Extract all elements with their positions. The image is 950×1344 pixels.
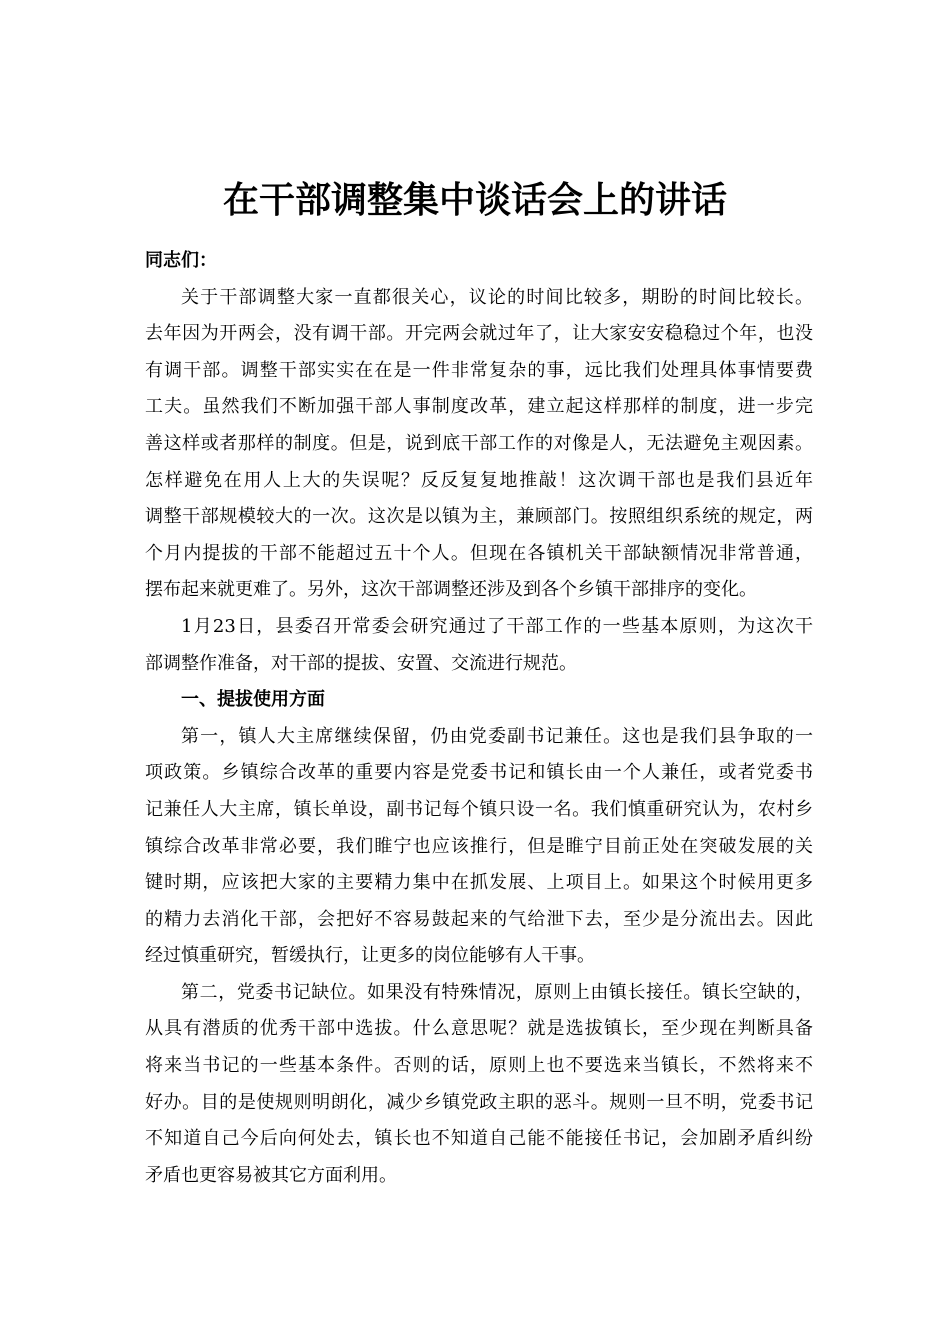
paragraph-line: 好办。目的是使规则明朗化，减少乡镇党政主职的恶斗。规则一旦不明，党委书记 (145, 1091, 813, 1113)
paragraph-line: 1月23日，县委召开常委会研究通过了干部工作的一些基本原则，为这次干 (181, 615, 813, 637)
paragraph-line: 调整干部规模较大的一次。这次是以镇为主，兼顾部门。按照组织系统的规定，两 (145, 506, 813, 528)
paragraph-line: 工夫。虽然我们不断加强干部人事制度改革，建立起这样那样的制度，进一步完 (145, 396, 813, 418)
paragraph-line: 项政策。乡镇综合改革的重要内容是党委书记和镇长由一个人兼任，或者党委书 (145, 762, 813, 784)
paragraph-line: 关于干部调整大家一直都很关心，议论的时间比较多，期盼的时间比较长。 (181, 286, 813, 308)
paragraph-line: 的精力去消化干部，会把好不容易鼓起来的气给泄下去，至少是分流出去。因此 (145, 908, 813, 930)
paragraph-line: 第二，党委书记缺位。如果没有特殊情况，原则上由镇长接任。镇长空缺的， (181, 981, 813, 1003)
paragraph-line: 矛盾也更容易被其它方面利用。 (145, 1164, 397, 1186)
paragraph-line: 记兼任人大主席，镇长单设，副书记每个镇只设一名。我们慎重研究认为，农村乡 (145, 798, 813, 820)
salutation: 同志们： (145, 250, 217, 271)
paragraph-line: 去年因为开两会，没有调干部。开完两会就过年了，让大家安安稳稳过个年，也没 (145, 323, 813, 345)
paragraph-line: 部调整作准备，对干部的提拔、安置、交流进行规范。 (145, 652, 577, 674)
paragraph-line: 将来当书记的一些基本条件。否则的话，原则上也不要选来当镇长，不然将来不 (145, 1055, 813, 1077)
paragraph-line: 善这样或者那样的制度。但是，说到底干部工作的对像是人，无法避免主观因素。 (145, 432, 813, 454)
section-heading: 一、提拔使用方面 (181, 689, 325, 711)
paragraph-line: 有调干部。调整干部实实在在是一件非常复杂的事，远比我们处理具体事情要费 (145, 359, 813, 381)
paragraph-line: 个月内提拔的干部不能超过五十个人。但现在各镇机关干部缺额情况非常普通， (145, 542, 813, 564)
paragraph-line: 第一，镇人大主席继续保留，仍由党委副书记兼任。这也是我们县争取的一 (181, 725, 813, 747)
paragraph-line: 怎样避免在用人上大的失误呢？反反复复地推敲！这次调干部也是我们县近年 (145, 469, 813, 491)
document-body (145, 243, 813, 1194)
paragraph-line: 摆布起来就更难了。另外，这次干部调整还涉及到各个乡镇干部排序的变化。 (145, 579, 757, 601)
paragraph-line: 镇综合改革非常必要，我们睢宁也应该推行，但是睢宁目前正处在突破发展的关 (145, 835, 813, 857)
paragraph-line: 键时期，应该把大家的主要精力集中在抓发展、上项目上。如果这个时候用更多 (145, 872, 813, 894)
document-title: 在干部调整集中谈话会上的讲话 (222, 179, 727, 221)
paragraph-line: 经过慎重研究，暂缓执行，让更多的岗位能够有人干事。 (145, 945, 595, 967)
paragraph-line: 不知道自己今后向何处去，镇长也不知道自己能不能接任书记，会加剧矛盾纠纷 (145, 1128, 813, 1150)
paragraph-line: 从具有潜质的优秀干部中选拔。什么意思呢？就是选拔镇长，至少现在判断具备 (145, 1018, 813, 1040)
